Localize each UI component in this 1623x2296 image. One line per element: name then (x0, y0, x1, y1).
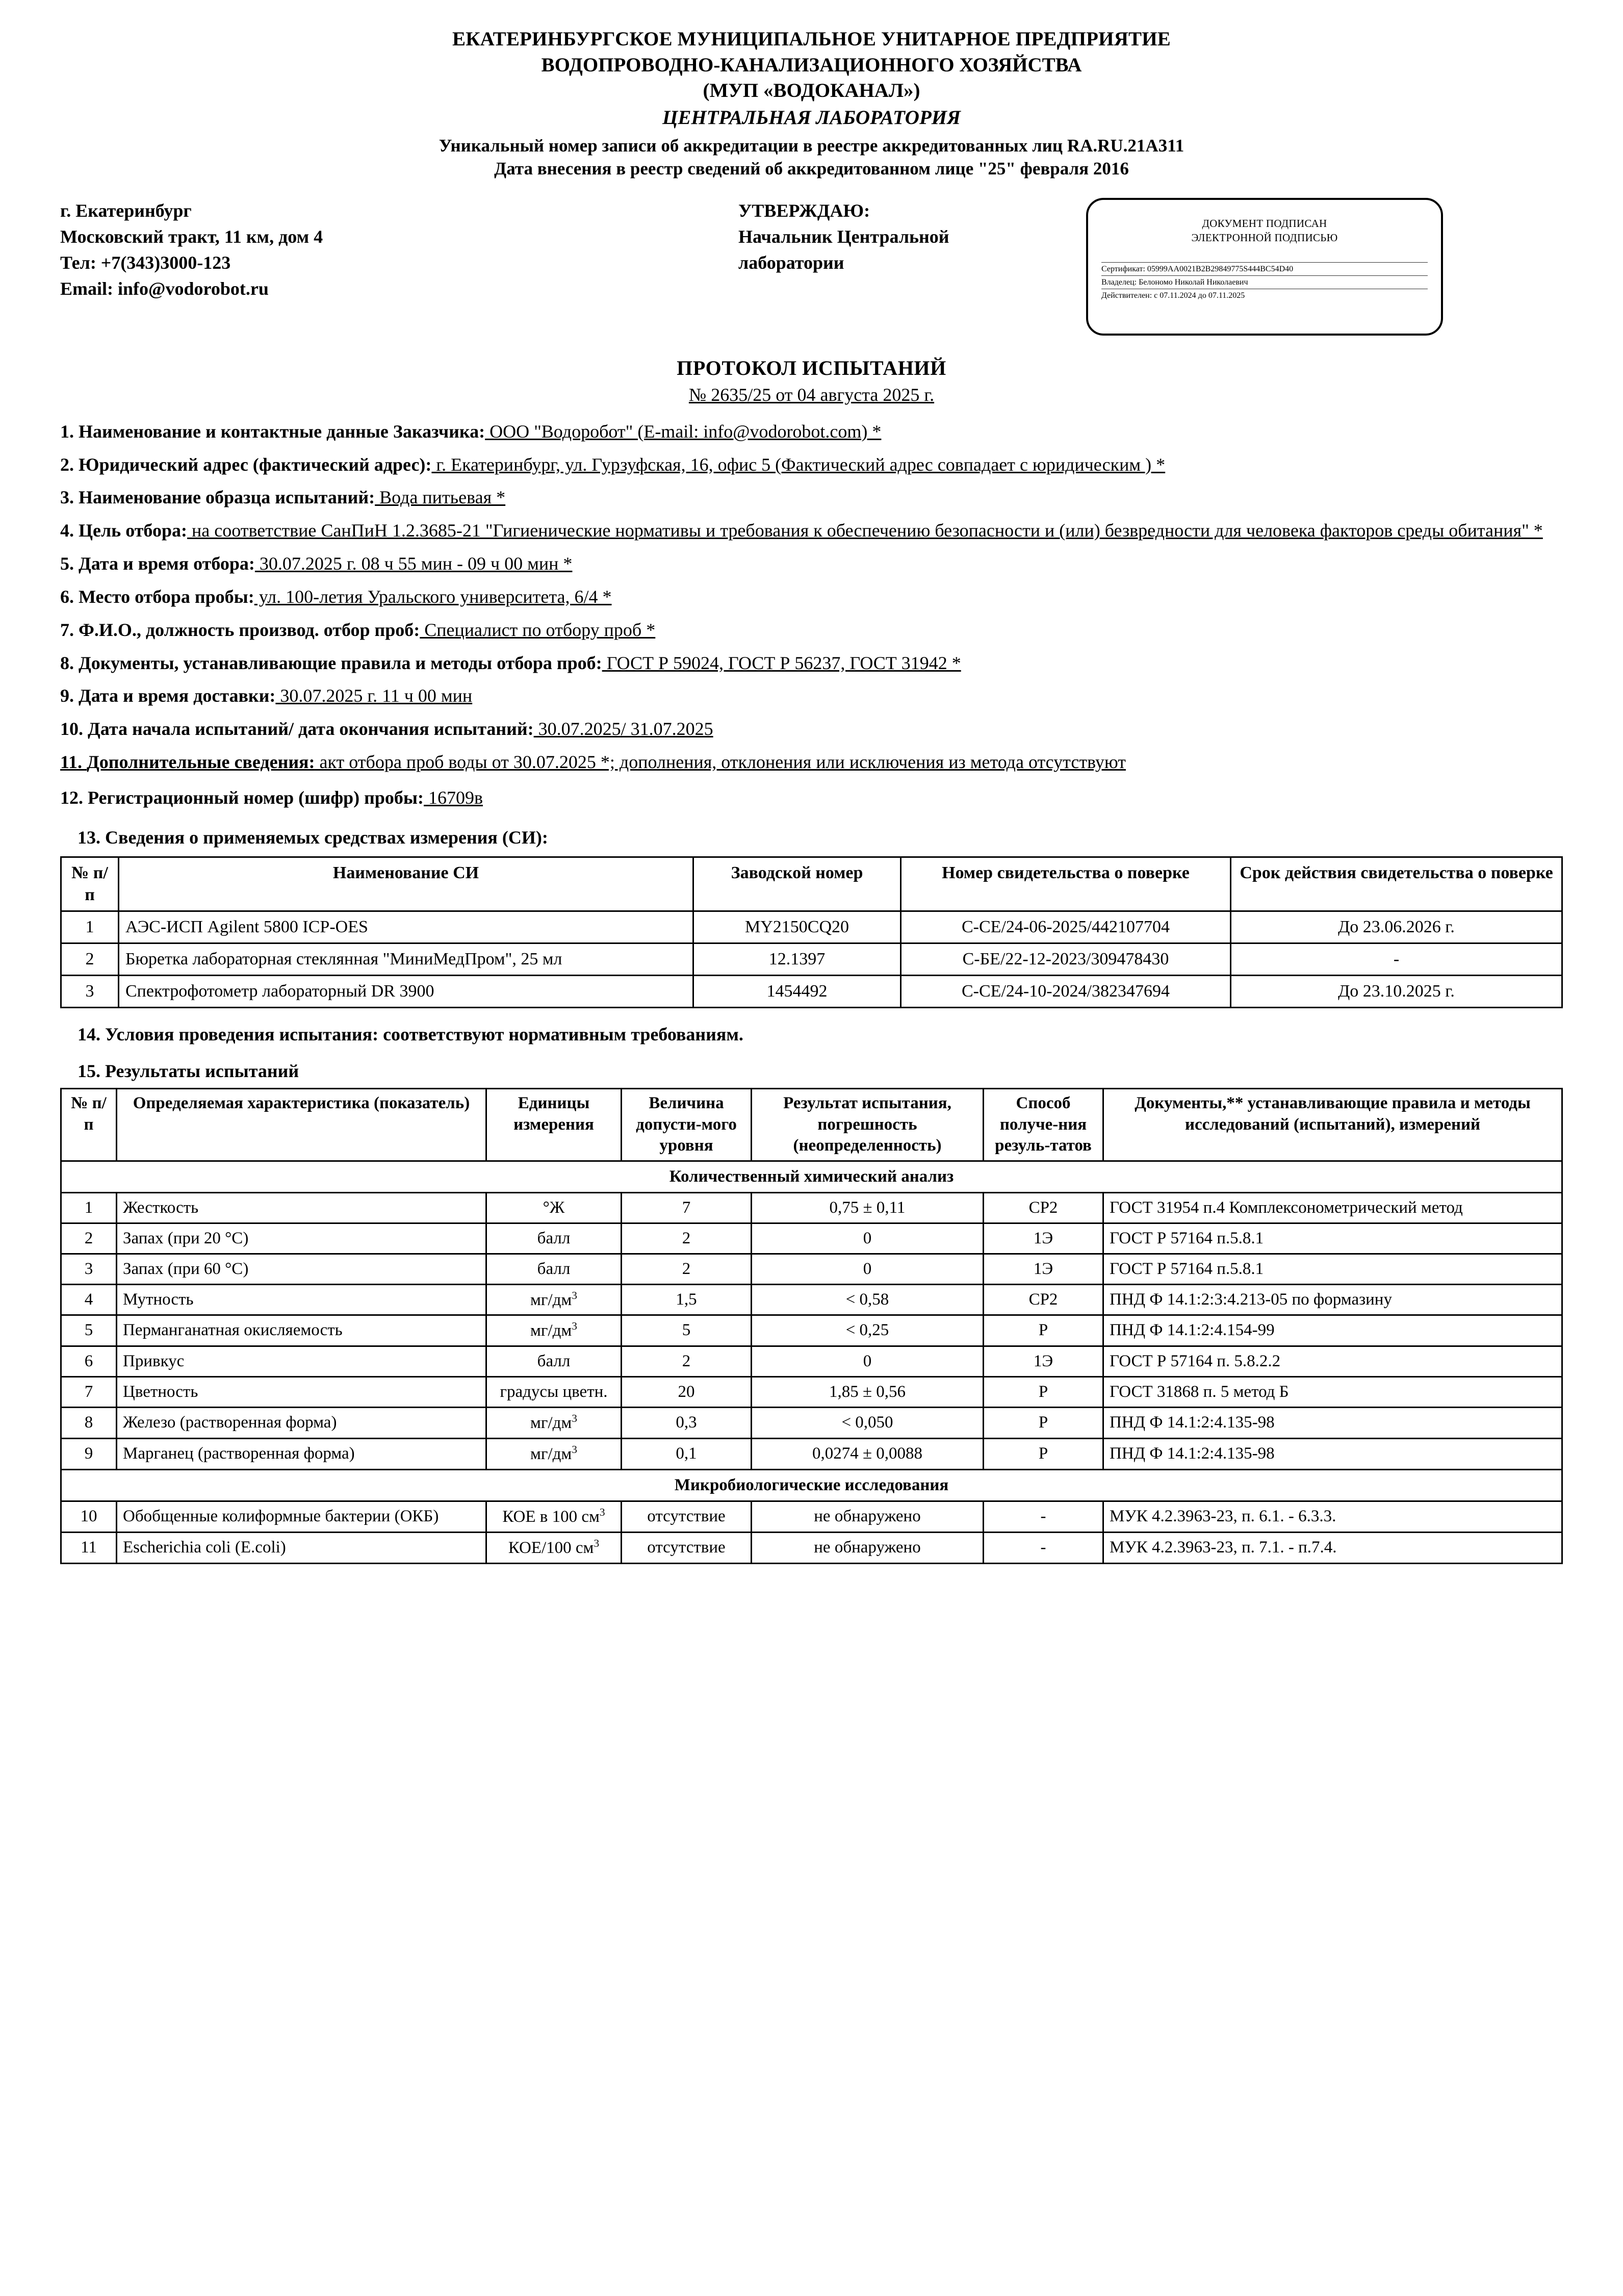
signature-owner: Владелец: Белономо Николай Николаевич (1101, 275, 1428, 289)
org-line-1: ЕКАТЕРИНБУРГСКОЕ МУНИЦИПАЛЬНОЕ УНИТАРНОЕ ПРЕДПРИЯТИЕ (452, 28, 1171, 50)
table-row: 1 Жесткость °Ж 7 0,75 ± 0,11 СР2 ГОСТ 31954 п.4 Комплексонометрический метод (61, 1192, 1562, 1223)
unit-cell: $мг/дм^3$ (486, 1408, 622, 1439)
table-group-header: Количественный химический анализ (61, 1161, 1562, 1193)
list-item: 9. Дата и время доставки: 30.07.2025 г. 11 ч 00 мин (60, 685, 473, 706)
column-header: Срок действия свидетельства о поверке (1231, 857, 1562, 911)
section-14-title: 14. Условия проведения испытания: соответствуют нормативным требованиям. (78, 1024, 743, 1045)
table-row: 2 Бюретка лабораторная стеклянная "МиниМедПром", 25 мл 12.1397 С-БЕ/22-12-2023/309478430 - (61, 943, 1562, 975)
list-item: 2. Юридический адрес (фактический адрес): г. Екатеринбург, ул. Гурзуфская, 16, офис 5 (Фактический адрес совпадает с юридическим ) * (60, 454, 1166, 475)
table-row: 3 Спектрофотометр лабораторный DR 3900 1454492 С-СЕ/24-10-2024/382347694 До 23.10.2025 г. (61, 976, 1562, 1008)
list-item: 6. Место отбора пробы: ул. 100-летия Уральского университета, 6/4 * (60, 586, 612, 607)
org-line-4: ЦЕНТРАЛЬНАЯ ЛАБОРАТОРИЯ (662, 107, 961, 129)
letterhead (60, 27, 1563, 181)
section-15-title: 15. Результаты испытаний (78, 1061, 299, 1082)
org-address: Московский тракт, 11 км, дом 4 (60, 226, 323, 247)
accreditation-number: Уникальный номер записи об аккредитации в реестре аккредитованных лиц RA.RU.21A311 (439, 135, 1184, 156)
accreditation-date: Дата внесения в реестр сведений об аккредитованном лице "25" февраля 2016 (494, 159, 1129, 179)
approval-block (738, 198, 1075, 276)
table-row: 3 Запах (при 60 °С) балл 2 0 1Э ГОСТ Р 57164 п.5.8.1 (61, 1254, 1562, 1284)
list-item: 8. Документы, устанавливающие правила и методы отбора проб: ГОСТ Р 59024, ГОСТ Р 56237, ГОСТ 31942 * (60, 652, 961, 673)
section-13-title: 13. Сведения о применяемых средствах измерения (СИ): (78, 827, 548, 848)
list-item: 11. Дополнительные сведения: акт отбора проб воды от 30.07.2025 *; дополнения, отклонения или исключения из метода отсутствуют (60, 752, 1126, 773)
list-item: 5. Дата и время отбора: 30.07.2025 г. 08 ч 55 мин - 09 ч 00 мин * (60, 553, 573, 574)
approve-role-line-1: Начальник Центральной (738, 226, 949, 247)
table-group-header: Микробиологические исследования (61, 1469, 1562, 1501)
org-phone: Тел: +7(343)3000-123 (60, 252, 231, 273)
list-item: 10. Дата начала испытаний/ дата окончания испытаний: 30.07.2025/ 31.07.2025 (60, 719, 713, 739)
table-row: 6 Привкус балл 2 0 1Э ГОСТ Р 57164 п. 5.8.2.2 (61, 1346, 1562, 1377)
list-item: 7. Ф.И.О., должность производ. отбор проб: Специалист по отбору проб * (60, 619, 656, 640)
org-line-3: (МУП «ВОДОКАНАЛ») (703, 80, 920, 102)
column-header: Номер свидетельства о поверке (901, 857, 1231, 911)
unit-cell: КОЕ/100 $см^3$ (486, 1532, 622, 1563)
table-row: 10 Обобщенные колиформные бактерии (ОКБ) КОЕ в 100 $см^3$ отсутствие не обнаружено - МУК 4.2.3963-23, п. 6.1. - 6.3.3. (61, 1501, 1562, 1532)
signature-title-line-2: ЭЛЕКТРОННОЙ ПОДПИСЬЮ (1191, 232, 1338, 244)
protocol-fields (60, 419, 1563, 811)
column-header: Документы,** устанавливающие правила и методы исследований (испытаний), измерений (1103, 1089, 1562, 1161)
column-header: Определяемая характеристика (показатель) (117, 1089, 486, 1161)
unit-cell: $мг/дм^3$ (486, 1284, 622, 1315)
column-header: № п/п (61, 857, 119, 911)
list-item: 4. Цель отбора: на соответствие СанПиН 1.2.3685-21 "Гигиенические нормативы и требования к обеспечению безопасности и (или) безвредности для человека факторов среды обитания" * (60, 520, 1543, 541)
column-header: Единицы измерения (486, 1089, 622, 1161)
table-row: 7 Цветность градусы цветн. 20 1,85 ± 0,56 Р ГОСТ 31868 п. 5 метод Б (61, 1377, 1562, 1408)
org-email: Email: info@vodorobot.ru (60, 278, 269, 299)
column-header: № п/п (61, 1089, 117, 1161)
column-header: Величина допусти-мого уровня (622, 1089, 752, 1161)
table-row: 2 Запах (при 20 °С) балл 2 0 1Э ГОСТ Р 57164 п.5.8.1 (61, 1223, 1562, 1254)
table-row: 9 Марганец (растворенная форма) $мг/дм^3$ 0,1 0,0274 ± 0,0088 Р ПНД Ф 14.1:2:4.135-98 (61, 1439, 1562, 1470)
column-header: Наименование СИ (119, 857, 693, 911)
signature-certificate: Сертификат: 05999AA0021B2B29849775S444BC54D40 (1101, 262, 1428, 275)
table-row: 5 Перманганатная окисляемость $мг/дм^3$ 5 < 0,25 Р ПНД Ф 14.1:2:4.154-99 (61, 1315, 1562, 1346)
info-block (60, 198, 1563, 336)
signature-title-line-1: ДОКУМЕНТ ПОДПИСАН (1202, 217, 1327, 229)
approve-label: УТВЕРЖДАЮ: (738, 200, 870, 221)
column-header: Заводской номер (693, 857, 901, 911)
digital-signature-stamp (1086, 198, 1443, 336)
page-title: ПРОТОКОЛ ИСПЫТАНИЙ (677, 356, 946, 379)
org-city: г. Екатеринбург (60, 200, 192, 221)
table-row: 11 Escherichia coli (E.coli) КОЕ/100 $см^3$ отсутствие не обнаружено - МУК 4.2.3963-23, п. 7.1. - п.7.4. (61, 1532, 1562, 1563)
unit-cell: КОЕ в 100 $см^3$ (486, 1501, 622, 1532)
unit-cell: $мг/дм^3$ (486, 1315, 622, 1346)
measuring-instruments-table (60, 856, 1563, 1009)
approve-role-line-2: лаборатории (738, 252, 844, 273)
list-item: 1. Наименование и контактные данные Заказчика: ООО "Водоробот" (E-mail: info@vodorobot.com) * (60, 421, 882, 442)
list-item: 3. Наименование образца испытаний: Вода питьевая * (60, 487, 506, 508)
column-header: Способ получе-ния резуль-татов (984, 1089, 1103, 1161)
signature-validity: Действителен: с 07.11.2024 до 07.11.2025 (1101, 289, 1428, 302)
column-header: Результат испытания, погрешность (неопределенность) (752, 1089, 984, 1161)
org-contacts (60, 198, 738, 302)
protocol-number: № 2635/25 от 04 августа 2025 г. (688, 384, 935, 405)
results-table (60, 1088, 1563, 1564)
org-line-2: ВОДОПРОВОДНО-КАНАЛИЗАЦИОННОГО ХОЗЯЙСТВА (541, 54, 1082, 76)
list-item: 12. Регистрационный номер (шифр) пробы: 16709в (60, 787, 483, 808)
table-row: 1 АЭС-ИСП Agilent 5800 ICP-OES MY2150CQ20 С-СЕ/24-06-2025/442107704 До 23.06.2026 г. (61, 911, 1562, 943)
table-row: 8 Железо (растворенная форма) $мг/дм^3$ 0,3 < 0,050 Р ПНД Ф 14.1:2:4.135-98 (61, 1408, 1562, 1439)
unit-cell: $мг/дм^3$ (486, 1439, 622, 1470)
table-row: 4 Мутность $мг/дм^3$ 1,5 < 0,58 СР2 ПНД Ф 14.1:2:3:4.213-05 по формазину (61, 1284, 1562, 1315)
